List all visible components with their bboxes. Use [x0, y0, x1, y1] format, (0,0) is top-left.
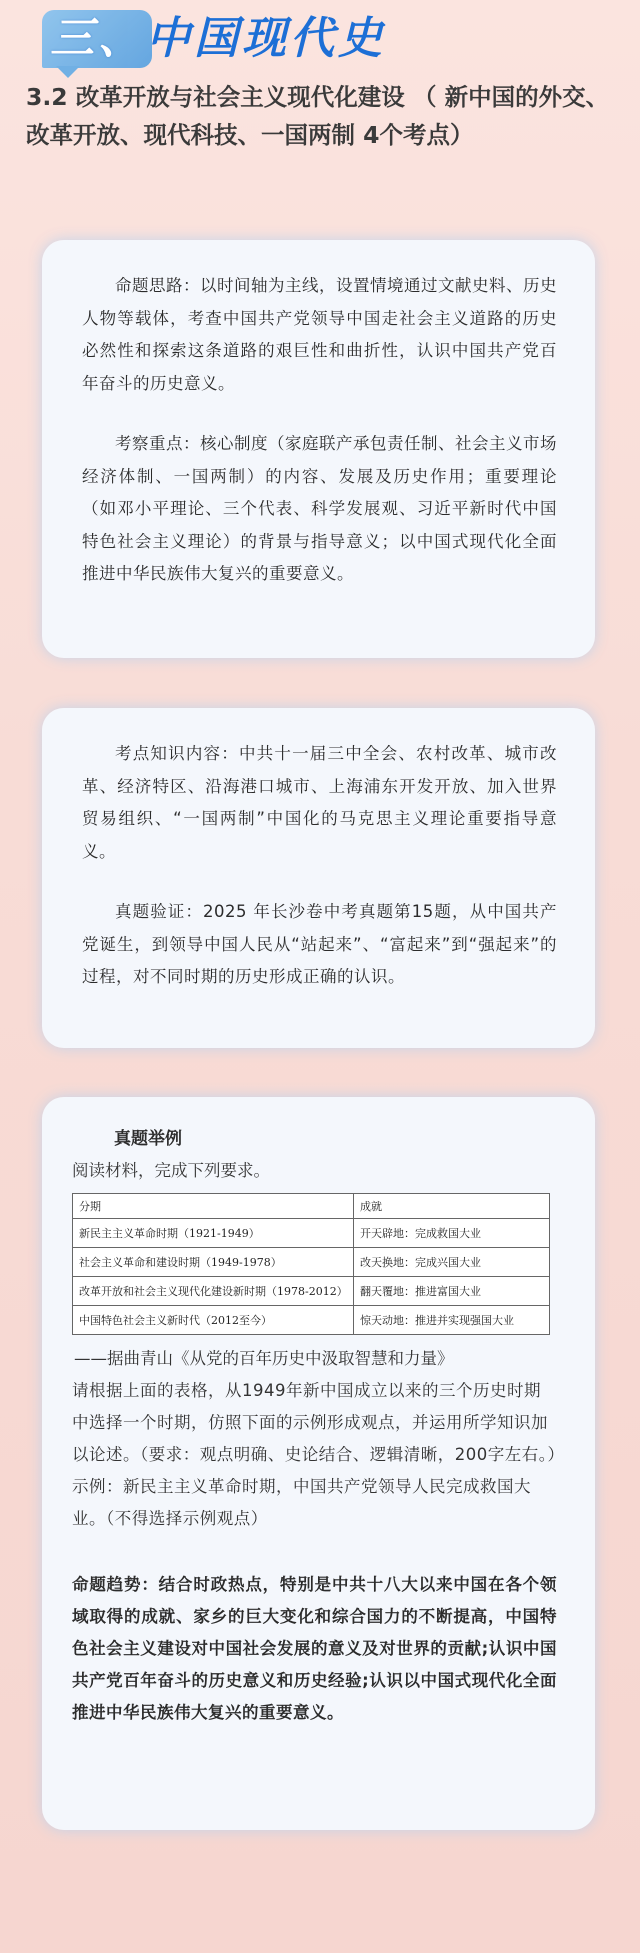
example-answer: 示例：新民主主义革命时期，中国共产党领导人民完成救国大业。（不得选择示例观点）	[72, 1477, 531, 1528]
section-heading: 3.2 改革开放与社会主义现代化建设 （ 新中国的外交、改革开放、现代科技、一国两制 4个考点）	[26, 83, 610, 149]
proposition-card	[42, 240, 595, 658]
history-periods-table	[72, 1193, 550, 1335]
table-row	[73, 1248, 550, 1277]
knowledge-points: 考点知识内容：中共十一届三中全会、农村改革、城市改革、经济特区、沿海港口城市、上海浦东开发开放、加入世界贸易组织、“一国两制”中国化的马克思主义理论重要指导意义。	[82, 744, 557, 861]
real-exam-verification: 真题验证：2025 年长沙卷中考真题第15题，从中国共产党诞生，到领导中国人民从“站起来”、“富起来”到“强起来”的过程，对不同时期的历史形成正确的认识。	[82, 902, 557, 986]
exam-instruction: 阅读材料，完成下列要求。	[72, 1161, 270, 1180]
table-header-period: 分期	[73, 1194, 354, 1219]
exam-example-card	[42, 1097, 595, 1830]
exam-focus: 考察重点：核心制度（家庭联产承包责任制、社会主义市场经济体制、一国两制）的内容、发展及历史作用；重要理论（如邓小平理论、三个代表、科学发展观、习近平新时代中国特色社会主义理论）的背景与指导意义；以中国式现代化全面推进中华民族伟大复兴的重要意义。	[82, 434, 557, 583]
table-row	[73, 1306, 550, 1335]
proposition-idea: 命题思路：以时间轴为主线，设置情境通过文献史料、历史人物等载体，考查中国共产党领导中国走社会主义道路的历史必然性和探索这条道路的艰巨性和曲折性，认识中国共产党百年奋斗的历史意义。	[82, 276, 557, 393]
table-header-achievement: 成就	[354, 1194, 550, 1219]
table-row	[73, 1219, 550, 1248]
table-header-row	[73, 1194, 550, 1219]
table-cell-period: 改革开放和社会主义现代化建设新时期（1978-2012）	[73, 1277, 354, 1306]
table-cell-period: 社会主义革命和建设时期（1949-1978）	[73, 1248, 354, 1277]
knowledge-card	[42, 708, 595, 1048]
section-banner	[42, 6, 422, 72]
table-cell-achievement: 翻天覆地：推进富国大业	[354, 1277, 550, 1306]
exam-example-title: 真题举例	[114, 1129, 182, 1149]
banner-title	[50, 6, 386, 72]
table-cell-achievement: 惊天动地：推进并实现强国大业	[354, 1306, 550, 1335]
table-cell-period: 中国特色社会主义新时代（2012至今）	[73, 1306, 354, 1335]
table-cell-period: 新民主主义革命时期（1921-1949）	[73, 1219, 354, 1248]
banner-number: 三、	[50, 13, 146, 64]
exam-question: 请根据上面的表格，从1949年新中国成立以来的三个历史时期中选择一个时期，仿照下面的示例形成观点，并运用所学知识加以论述。（要求：观点明确、史论结合、逻辑清晰，200字左右。）	[72, 1381, 565, 1464]
table-cell-achievement: 开天辟地：完成救国大业	[354, 1219, 550, 1248]
source-citation: ——据曲青山《从党的百年历史中汲取智慧和力量》	[74, 1349, 454, 1368]
table-row	[73, 1277, 550, 1306]
banner-title-text: 中国现代史	[146, 13, 386, 64]
proposition-trend: 命题趋势：结合时政热点，特别是中共十八大以来中国在各个领域取得的成就、家乡的巨大变化和综合国力的不断提高，中国特色社会主义建设对中国社会发展的意义及对世界的贡献;认识中国共产党百年奋斗的历史意义和历史经验;认识以中国式现代化全面推进中华民族伟大复兴的重要意义。	[72, 1575, 557, 1722]
table-cell-achievement: 改天换地：完成兴国大业	[354, 1248, 550, 1277]
